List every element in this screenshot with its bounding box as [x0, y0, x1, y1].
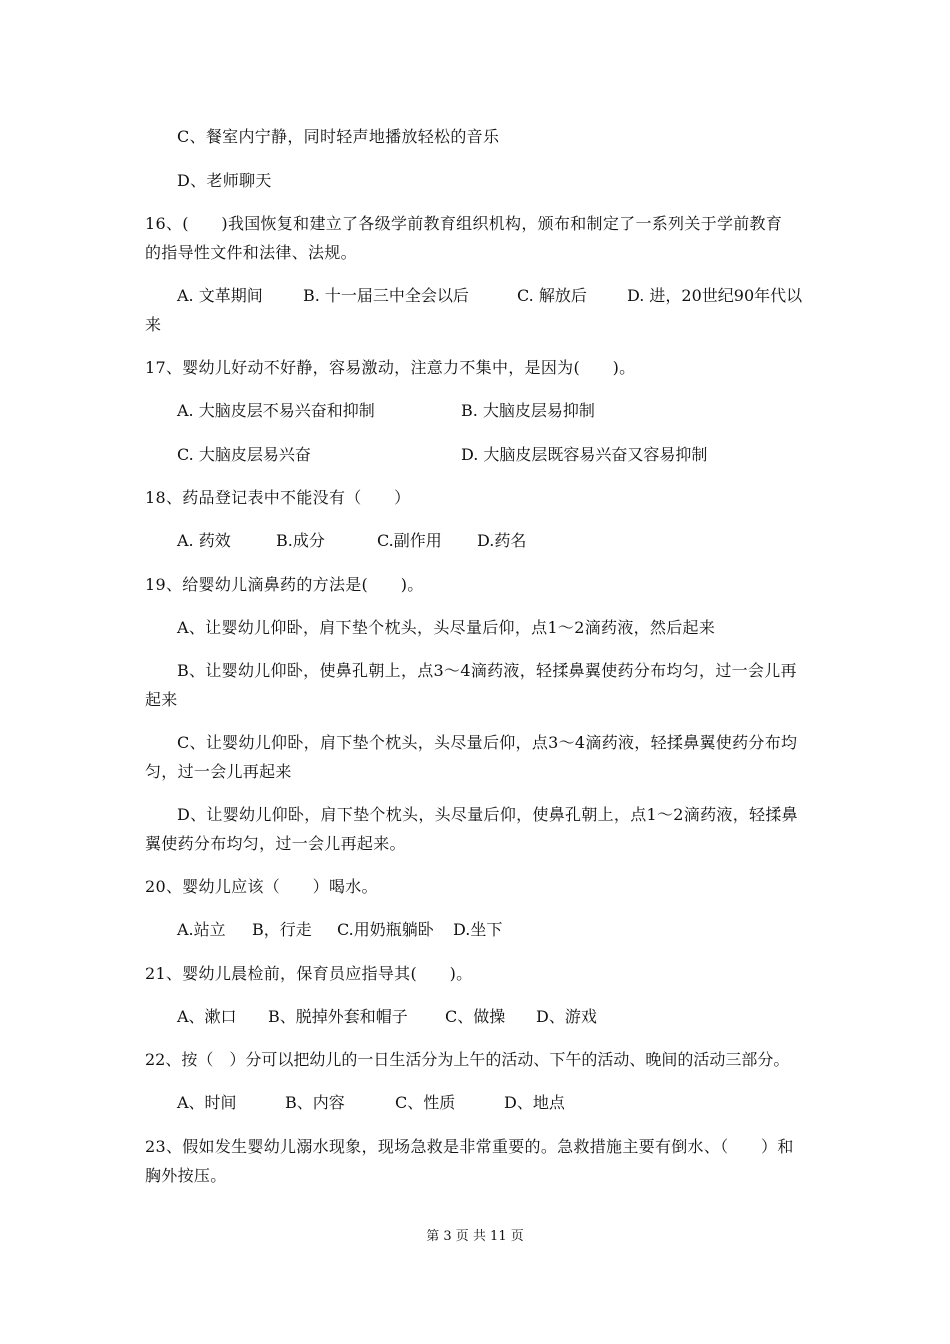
- q17-option-b: B. 大脑皮层易抑制: [461, 401, 595, 420]
- q21-option-d: D、游戏: [536, 1007, 597, 1026]
- q17-option-a: A. 大脑皮层不易兴奋和抑制: [177, 401, 375, 420]
- q16-option-b: B. 十一届三中全会以后: [303, 286, 469, 305]
- q15-option-d: D、老师聊天: [177, 171, 272, 190]
- q21-option-c: C、做操: [445, 1007, 506, 1026]
- q18-option-a: A. 药效: [177, 531, 231, 550]
- q22-option-d: D、地点: [504, 1093, 565, 1112]
- page-footer: 第 3 页 共 11 页: [426, 1229, 524, 1244]
- q23-stem-line1: 23、假如发生婴幼儿溺水现象，现场急救是非常重要的。急救措施主要有倒水、（ ）和: [145, 1137, 794, 1156]
- q21-stem: 21、婴幼儿晨检前，保育员应指导其( )。: [145, 964, 473, 983]
- q19-option-c-line1: C、让婴幼儿仰卧，肩下垫个枕头，头尽量后仰，点3～4滴药液，轻揉鼻翼使药分布均: [177, 733, 798, 752]
- q20-option-d: D.坐下: [453, 920, 503, 939]
- q21-option-b: B、脱掉外套和帽子: [268, 1007, 408, 1026]
- q20-option-a: A.站立: [177, 920, 226, 939]
- q19-option-a: A、让婴幼儿仰卧，肩下垫个枕头，头尽量后仰，点1～2滴药液，然后起来: [177, 618, 716, 637]
- q19-option-b-line2: 起来: [145, 690, 178, 709]
- q19-option-b-line1: B、让婴幼儿仰卧，使鼻孔朝上，点3～4滴药液，轻揉鼻翼使药分布均匀，过一会儿再: [177, 661, 797, 680]
- q19-stem: 19、给婴幼儿滴鼻药的方法是( )。: [145, 575, 424, 594]
- q19-option-d-line1: D、让婴幼儿仰卧，肩下垫个枕头，头尽量后仰，使鼻孔朝上，点1～2滴药液，轻揉鼻: [177, 805, 798, 824]
- q20-stem: 20、婴幼儿应该（ ）喝水。: [145, 877, 378, 896]
- q22-stem: 22、按（ ）分可以把幼儿的一日生活分为上午的活动、下午的活动、晚间的活动三部分。: [145, 1050, 790, 1069]
- q17-option-d: D. 大脑皮层既容易兴奋又容易抑制: [461, 445, 708, 464]
- q20-option-c: C.用奶瓶躺卧: [337, 920, 434, 939]
- q17-option-c: C. 大脑皮层易兴奋: [177, 445, 311, 464]
- q16-option-d: D. 进，20世纪90年代以: [627, 286, 803, 305]
- q16-stem-line1: 16、( )我国恢复和建立了各级学前教育组织机构，颁布和制定了一系列关于学前教育: [145, 214, 783, 233]
- q16-option-continued: 来: [145, 315, 162, 334]
- q18-option-b: B.成分: [276, 531, 325, 550]
- q16-option-c: C. 解放后: [517, 286, 587, 305]
- q22-option-c: C、性质: [395, 1093, 456, 1112]
- q19-option-d-line2: 翼使药分布均匀，过一会儿再起来。: [145, 834, 406, 853]
- q20-option-b: B，行走: [252, 920, 312, 939]
- q23-stem-line2: 胸外按压。: [145, 1166, 227, 1185]
- q22-option-b: B、内容: [285, 1093, 345, 1112]
- q15-option-c: C、餐室内宁静，同时轻声地播放轻松的音乐: [177, 127, 500, 146]
- q17-stem: 17、婴幼儿好动不好静，容易激动，注意力不集中，是因为( )。: [145, 358, 636, 377]
- q18-option-d: D.药名: [477, 531, 527, 550]
- q16-option-a: A. 文革期间: [177, 286, 263, 305]
- q21-option-a: A、漱口: [177, 1007, 237, 1026]
- q18-option-c: C.副作用: [377, 531, 442, 550]
- q16-stem-line2: 的指导性文件和法律、法规。: [145, 243, 357, 262]
- q19-option-c-line2: 匀，过一会儿再起来: [145, 762, 292, 781]
- q22-option-a: A、时间: [177, 1093, 237, 1112]
- q18-stem: 18、药品登记表中不能没有（ ）: [145, 488, 411, 507]
